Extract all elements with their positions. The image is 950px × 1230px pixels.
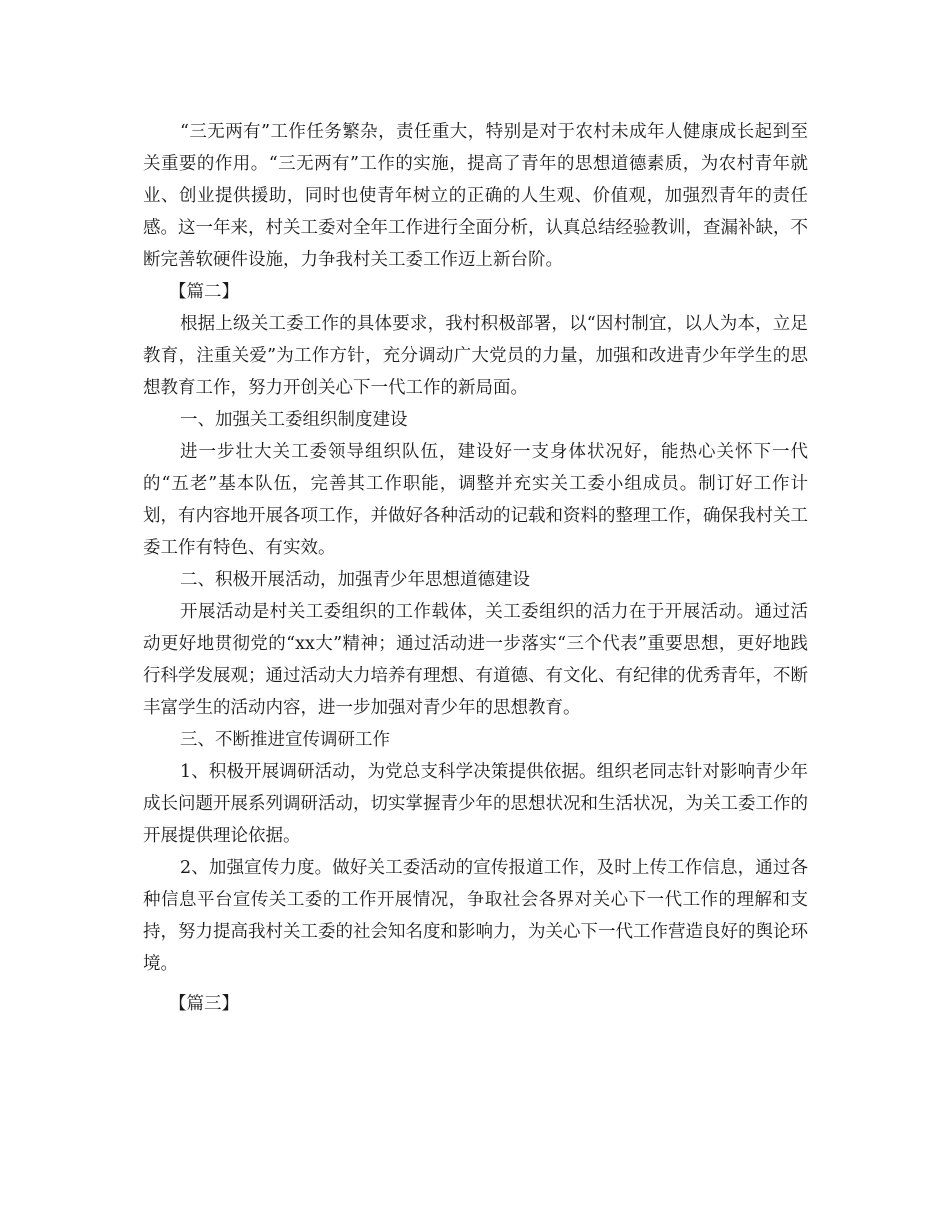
paragraph-publicity: 2、加强宣传力度。做好关工委活动的宣传报道工作，及时上传工作信息，通过各种信息平台宣传关工委的工作开展情况，争取社会各界对关心下一代工作的理解和支持，努力提高我村关工委的社会知名度和影响力，为关心下一代工作营造良好的舆论环境。	[143, 858, 808, 974]
paragraph-intro: “三无两有”工作任务繁杂，责任重大，特别是对于农村未成年人健康成长起到至关重要的作用。“三无两有”工作的实施，提高了青年的思想道德素质，为农村青年就业、创业提供援助，同时也使青年树立的正确的人生观、价值观，加强烈青年的责任感。这一年来，村关工委对全年工作进行全面分析，认真总结经验教训，查漏补缺，不断完善软硬件设施，力争我村关工委工作迈上新台阶。	[143, 122, 808, 270]
paragraph-organization: 进一步壮大关工委领导组织队伍，建设好一支身体状况好，能热心关怀下一代的“五老”基本队伍，完善其工作职能，调整并充实关工委小组成员。制订好工作计划，有内容地开展各项工作，并做好各种活动的记载和资料的整理工作，确保我村关工委工作有特色、有实效。	[143, 442, 808, 558]
heading-publicity-research: 三、不断推进宣传调研工作	[180, 730, 390, 750]
section-marker-part-three: 【篇三】	[169, 994, 239, 1014]
heading-activities: 二、积极开展活动，加强青少年思想道德建设	[180, 570, 530, 590]
paragraph-research: 1、积极开展调研活动，为党总支科学决策提供依据。组织老同志针对影响青少年成长问题开展系列调研活动，切实掌握青少年的思想状况和生活状况，为关工委工作的开展提供理论依据。	[143, 762, 808, 846]
paragraph-part-two-intro: 根据上级关工委工作的具体要求，我村积极部署，以“因村制宜，以人为本，立足教育，注重关爱”为工作方针，充分调动广大党员的力量，加强和改进青少年学生的思想教育工作，努力开创关心下一代工作的新局面。	[143, 314, 808, 398]
paragraph-activities: 开展活动是村关工委组织的工作载体，关工委组织的活力在于开展活动。通过活动更好地贯彻党的“xx大”精神；通过活动进一步落实“三个代表”重要思想，更好地践行科学发展观；通过活动大力培养有理想、有道德、有文化、有纪律的优秀青年，不断丰富学生的活动内容，进一步加强对青少年的思想教育。	[143, 602, 808, 718]
section-marker-part-two: 【篇二】	[169, 282, 239, 302]
heading-organization: 一、加强关工委组织制度建设	[180, 410, 408, 430]
document-body	[143, 116, 808, 1020]
